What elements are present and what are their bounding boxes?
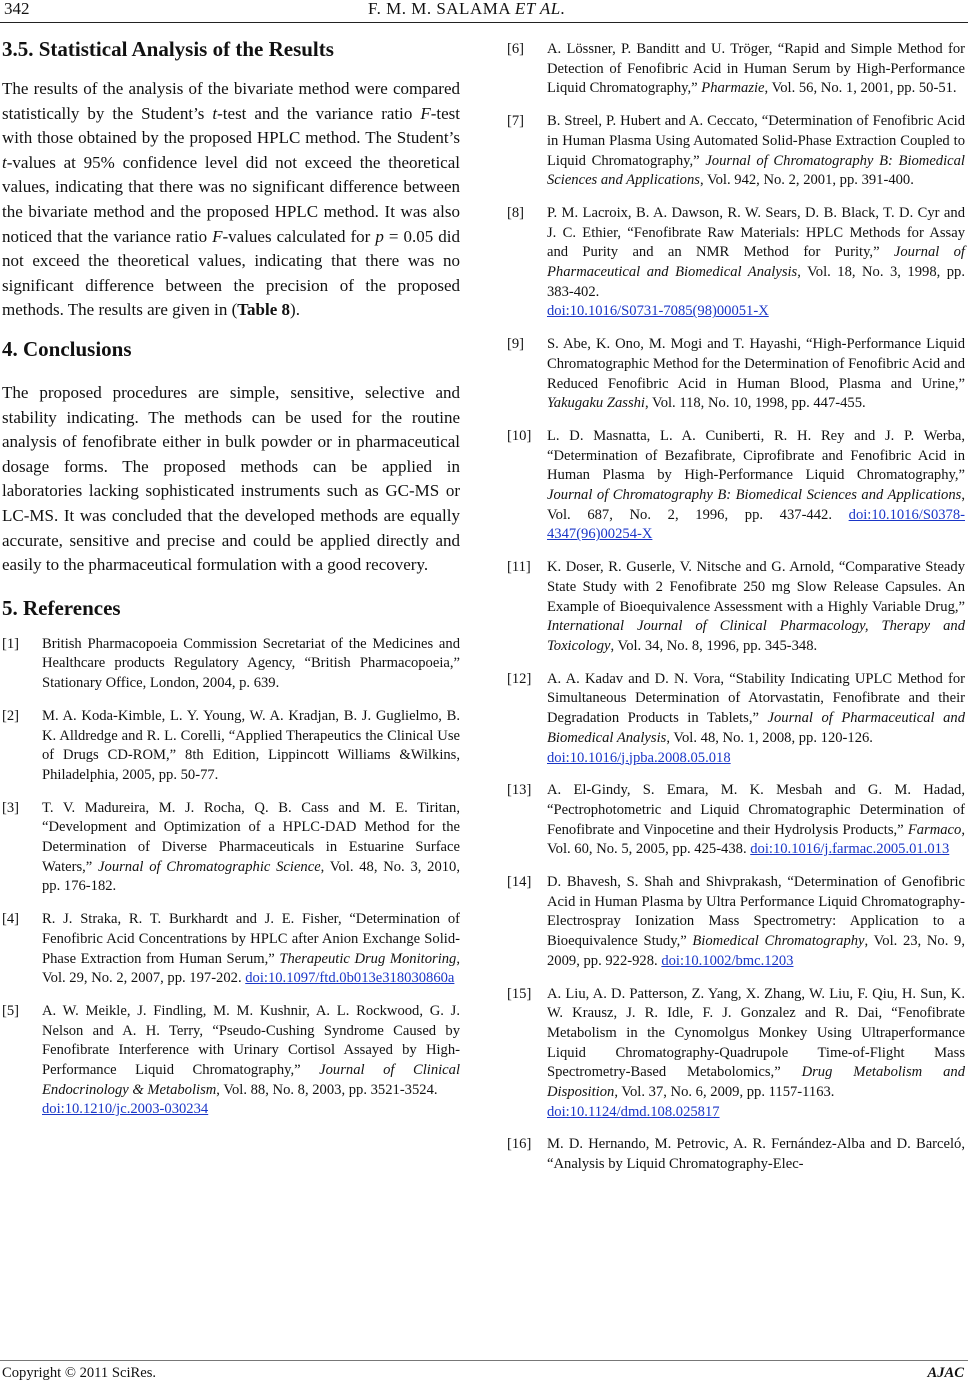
section-heading-conclusions: 4. Conclusions [2, 336, 132, 361]
running-authors: F. M. M. SALAMA ET AL. [368, 0, 566, 18]
section-heading-references: 5. References [2, 595, 121, 620]
page-number: 342 [4, 0, 30, 18]
doi-link[interactable]: doi:10.1002/bmc.1203 [661, 952, 794, 969]
reference-item: [4] R. J. Straka, R. T. Burkhardt and J. E. Fisher, “Determination of Fenofibric Acid Concentrations by HPLC after Anion Exchange Solid-Phase Extraction from Human Serum,” Therapeutic Drug Monitoring, Vol. 29, No. 2, 2007, pp. 197-202. doi:10.1097/ftd.0b013e318030860a [2, 911, 460, 987]
right-column [507, 40, 965, 1188]
reference-item: [5] A. W. Meikle, J. Findling, M. M. Kushnir, A. L. Rockwood, G. J. Nelson and A. H. Terry, “Pseudo-Cushing Syndrome Caused by Fenofibrate Interference with Urinary Cortisol Assayed by High-Performance Liquid Chromatography,” Journal of Clinical Endocrinology & Metabolism, Vol. 88, No. 8, 2003, pp. 3521-3524. doi:10.1210/jc.2003-030234 [2, 1002, 461, 1118]
reference-item: [12] A. A. Kadav and D. N. Vora, “Stability Indicating UPLC Method for Simultaneous Determination of Atorvastatin, Fenofibrate and their Degradation Products in Tablets,” Journal of Pharmaceutical and Biomedical Analysis, Vol. 48, No. 1, 2008, pp. 120-126. doi:10.1016/j.jpba.2008.05.018 [507, 670, 965, 766]
conclusions-paragraph: The proposed procedures are simple, sensitive, selective and stability indicating. The methods can be used for the routine analysis of fenofibrate either in bulk powder or in pharmaceutical dosage forms. The proposed methods can be applied in laboratories lacking sophisticated instruments such as GC-MS or LC-MS. It was concluded that the developed methods are equally accurate, sensitive and precise and could be applied directly and easily to the pharmaceutical formulation with a good recovery. [2, 382, 460, 575]
reference-item: [15] A. Liu, A. D. Patterson, Z. Yang, X. Zhang, W. Liu, F. Qiu, H. Sun, K. W. Krausz, J. R. Idle, F. J. Gonzalez and R. Dai, “Fenofibrate Metabolism in the Cynomolgus Monkey Using Ultraperformance Liquid Chromatography-Quadrupole Time-of-Flight Mass Spectrometry-Based Metabolomics,” Drug Metabolism and Disposition, Vol. 37, No. 6, 2009, pp. 1157-1163. doi:10.1124/dmd.108.025817 [507, 985, 965, 1120]
reference-item: [13] A. El-Gindy, S. Emara, M. K. Mesbah and G. M. Hadad, “Pectrophotometric and Liquid Chromatographic Determination of Fenofibrate and Vinpocetine and their Hydrolysis Products,” Farmaco, Vol. 60, No. 5, 2005, pp. 425-438. doi:10.1016/j.farmac.2005.01.013 [507, 782, 965, 858]
left-column [2, 36, 460, 1133]
reference-item: [9] S. Abe, K. Ono, M. Mogi and T. Hayashi, “High-Performance Liquid Chromatographic Method for the Determination of Fenofibric Acid and Reduced Fenofibric Acid in Human Blood, Plasma and Urine,” Yakugaku Zasshi, Vol. 118, No. 10, 1998, pp. 447-455. [507, 336, 965, 412]
section-heading-statistics: 3.5. Statistical Analysis of the Results [2, 37, 334, 61]
doi-link[interactable]: doi:10.1016/j.farmac.2005.01.013 [750, 841, 950, 858]
reference-item: [11] K. Doser, R. Guserle, V. Nitsche and G. Arnold, “Comparative Steady State Study with 2 Fenofibrate 250 mg Slow Release Capsules. An Example of Bioequivalence Assessment with a Highly Variable Drug,” International Journal of Clinical Pharmacology, Therapy and Toxicology, Vol. 34, No. 8, 1996, pp. 345-348. [507, 559, 965, 654]
reference-item: [8] P. M. Lacroix, B. A. Dawson, R. W. Sears, D. B. Black, T. D. Cyr and J. C. Ethier, “Fenofibrate Raw Materials: HPLC Methods for Assay and Purity and an NMR Method for Purity,” Journal of Pharmaceutical and Biomedical Analysis, Vol. 18, No. 3, 1998, pp. 383-402. doi:10.1016/S0731-7085(98)00051-X [507, 204, 966, 320]
table-reference[interactable]: Table 8 [237, 300, 291, 320]
reference-item: [3] T. V. Madureira, M. J. Rocha, Q. B. Cass and M. E. Tiritan, “Development and Optimization of a HPLC-DAD Method for the Determination of Diverse Pharmaceuticals in Estuarine Surface Waters,” Journal of Chromatographic Science, Vol. 48, No. 3, 2010, pp. 176-182. [2, 799, 460, 895]
reference-item: [7] B. Streel, P. Hubert and A. Ceccato, “Determination of Fenofibric Acid in Human Plasma Using Automated Solid-Phase Extraction Coupled to Liquid Chromatography,” Journal of Chromatography B: Biomedical Sciences and Applications, Vol. 942, No. 2, 2001, pp. 391-400. [507, 113, 965, 189]
reference-item: [1] British Pharmacopoeia Commission Secretariat of the Medicines and Healthcare products Regulatory Agency, “British Pharmacopoeia,” Stationary Office, London, 2004, p. 639. [2, 635, 460, 692]
reference-item: [2] M. A. Koda-Kimble, L. Y. Young, W. A. Kradjan, B. J. Guglielmo, B. K. Alldredge and R. L. Corelli, “Applied Therapeutics the Clinical Use of Drugs CD-ROM,” 8th Edition, Lippincott Williams &Wilkins, Philadelphia, 2005, pp. 50-77. [2, 707, 460, 783]
doi-link[interactable]: doi:10.1016/S0378-4347(96)00254-X [547, 506, 965, 543]
doi-link[interactable]: doi:10.1124/dmd.108.025817 [547, 1103, 720, 1120]
doi-link[interactable]: doi:10.1097/ftd.0b013e318030860a [245, 970, 455, 987]
reference-item: [14] D. Bhavesh, S. Shah and Shivprakash, “Determination of Genofibric Acid in Human Plasma by Ultra Performance Liquid Chromatography-Electrospray Ionization Mass Spectrometry: Application to a Bioequivalence Study,” Biomedical Chromatography, Vol. 23, No. 9, 2009, pp. 922-928. doi:10.1002/bmc.1203 [507, 874, 966, 969]
reference-item: [6] A. Lössner, P. Banditt and U. Tröger, “Rapid and Simple Method for Detection of Fenofibric Acid in Human Serum by High-Performance Liquid Chromatography,” Pharmazie, Vol. 56, No. 1, 2001, pp. 50-51. [507, 41, 965, 97]
statistics-paragraph: The results of the analysis of the bivariate method were compared statistically by the Student’s t-test and the variance ratio F-test with those obtained by the proposed HPLC method. The Student’s t-values at 95% confidence level did not exceed the theoretical values, indicating that there was no significant difference between the bivariate method and the proposed HPLC method. It was also noticed that the variance ratio F-values calculated for p = 0.05 did not exceed the theoretical values, indicating that there was no significant difference between the precision of the proposed methods. The results are given in (Table 8). [2, 79, 461, 320]
doi-link[interactable]: doi:10.1210/jc.2003-030234 [42, 1101, 209, 1118]
doi-link[interactable]: doi:10.1016/S0731-7085(98)00051-X [547, 303, 769, 320]
reference-item: [10] L. D. Masnatta, L. A. Cuniberti, R. H. Rey and J. P. Werba, “Determination of Bezafibrate, Ciprofibrate and Fenofibric Acid in Human Plasma by High-Performance Liquid Chromatography,” Journal of Chromatography B: Biomedical Sciences and Applications, Vol. 687, No. 2, 1996, pp. 437-442. doi:10.1016/S0378-4347(96)00254-X [507, 427, 965, 543]
copyright-notice: Copyright © 2011 SciRes. [2, 1365, 157, 1381]
reference-item: [16] M. D. Hernando, M. Petrovic, A. R. Fernández-Alba and D. Barceló, “Analysis by Liquid Chromatography-Elec- [507, 1136, 965, 1173]
footer-rule [0, 1360, 968, 1361]
journal-abbrev: AJAC [927, 1365, 964, 1381]
doi-link[interactable]: doi:10.1016/j.jpba.2008.05.018 [547, 749, 731, 766]
header-rule [0, 22, 968, 23]
